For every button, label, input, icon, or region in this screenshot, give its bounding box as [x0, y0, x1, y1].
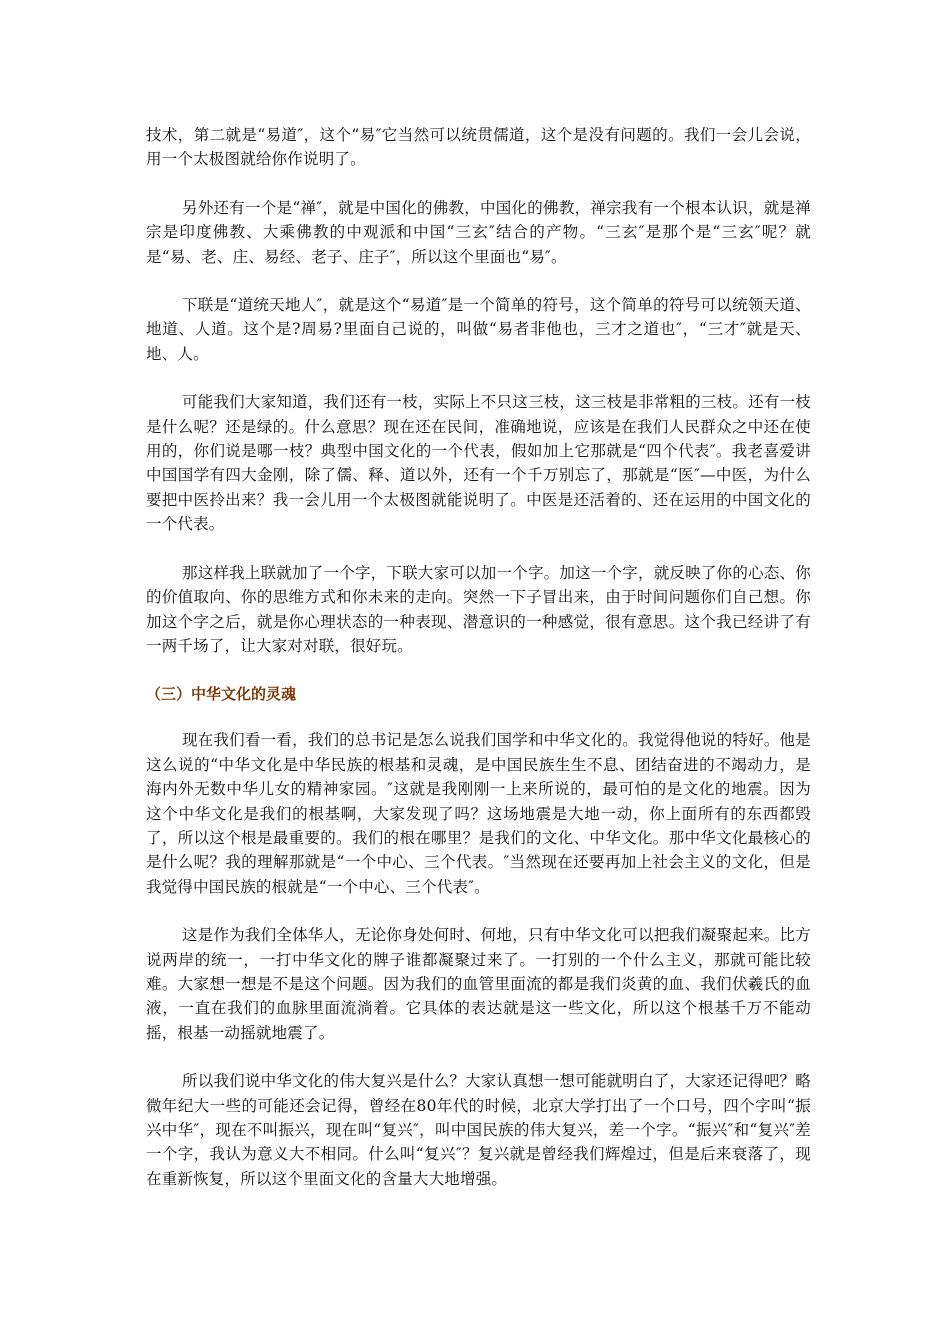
paragraph-add-character: 那这样我上联就加了一个字，下联大家可以加一个字。加这一个字，就反映了你的心态、你的价值取向、你的思维方式和你未来的走向。突然一下子冒出来，由于时间问题你们自己想。你加这个字之后，就是你心理状态的一种表现、潜意识的一种感觉，很有意思。这个我已经讲了有一两千场了，让大家对对联，很好玩。	[146, 563, 811, 655]
paragraph-unity: 这是作为我们全体华人，无论你身处何时、何地，只有中华文化可以把我们凝聚起来。比方说两岸的统一，一打中华文化的牌子谁都凝聚过来了。一打别的一个什么主义，那就可能比较难。大家想一想是不是这个问题。因为我们的血管里面流的都是我们炎黄的血、我们伏羲氏的血液，一直在我们的血脉里面流淌着。它具体的表达就是这一些文化，所以这个根基千万不能动摇，根基一动摇就地震了。	[146, 926, 811, 1042]
paragraph-xialian: 下联是“道统天地人″，就是这个“易道″是一个简单的符号，这个简单的符号可以统领天道、地道、人道。这个是?周易?里面自己说的，叫做“易者非他也，三才之道也″，“三才″就是天、地、人。	[146, 296, 811, 363]
section-heading: （三）中华文化的灵魂	[146, 685, 297, 704]
paragraph-continued: 技术，第二就是“易道″，这个“易″它当然可以统贯儒道，这个是没有问题的。我们一会儿会说，用一个太极图就给你作说明了。	[146, 126, 811, 169]
paragraph-fourth-branch: 可能我们大家知道，我们还有一枝，实际上不只这三枝，这三枝是非常粗的三枝。还有一枝是什么呢？还是绿的。什么意思？现在还在民间，准确地说，应该是在我们人民群众之中还在使用的，你们说是哪一枝？典型中国文化的一个代表，假如加上它那就是“四个代表″。我老喜爱讲中国国学有四大金刚，除了儒、释、道以外，还有一个千万别忘了，那就是“医″—中医，为什么要把中医拎出来？我一会儿用一个太极图就能说明了。中医是还活着的、还在运用的中国文化的一个代表。	[146, 393, 811, 534]
paragraph-soul: 现在我们看一看，我们的总书记是怎么说我们国学和中华文化的。我觉得他说的特好。他是这么说的“中华文化是中华民族的根基和灵魂，是中国民族生生不息、团结奋进的不竭动力，是海内外无数中华儿女的精神家园。″这就是我刚刚一上来所说的，最可怕的是文化的地震。因为这个中华文化是我们的根基啊，大家发现了吗？这场地震是大地一动，你上面所有的东西都毁了，所以这个根是最重要的。我们的根在哪里？是我们的文化、中华文化。那中华文化最核心的是什么呢？我的理解那就是“一个中心、三个代表。″当然现在还要再加上社会主义的文化，但是我觉得中国民族的根就是“一个中心、三个代表″。	[146, 731, 811, 896]
paragraph-revival: 所以我们说中华文化的伟大复兴是什么？大家认真想一想可能就明白了，大家还记得吧？略微年纪大一些的可能还会记得，曾经在80年代的时候，北京大学打出了一个口号，四个字叫“振兴中华″，现在不叫振兴，现在叫“复兴″，叫中国民族的伟大复兴，差一个字。“振兴″和“复兴″差一个字，我认为意义大不相同。什么叫“复兴″？复兴就是曾经我们辉煌过，但是后来衰落了，现在重新恢复，所以这个里面文化的含量大大地增强。	[146, 1072, 811, 1188]
document-body	[146, 123, 811, 1215]
paragraph-chan: 另外还有一个是“禅″，就是中国化的佛教，中国化的佛教，禅宗我有一个根本认识，就是禅宗是印度佛教、大乘佛教的中观派和中国“三玄″结合的产物。“三玄″是那个是“三玄″呢？就是“易、老、庄、易经、老子、庄子″，所以这个里面也“易″。	[146, 198, 811, 266]
